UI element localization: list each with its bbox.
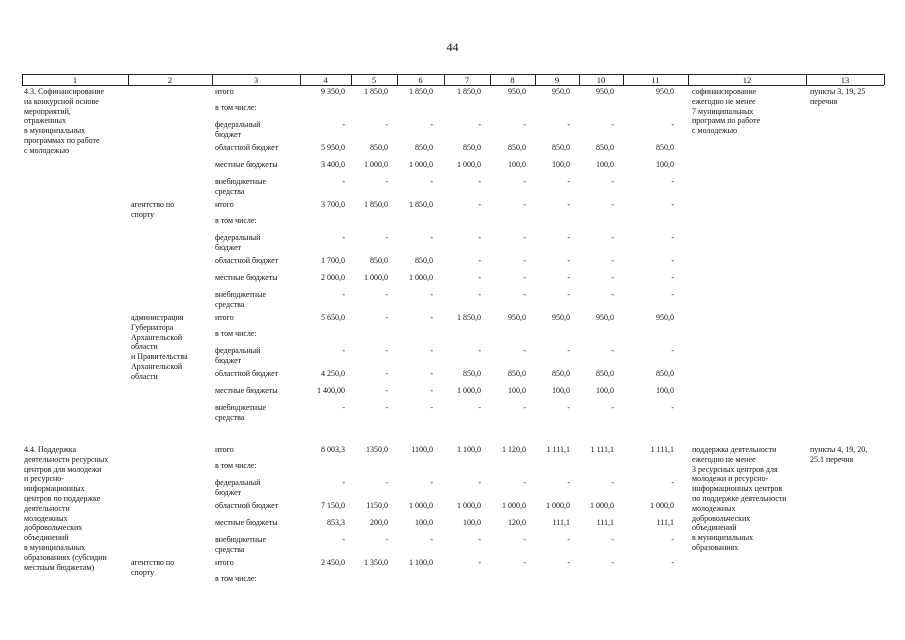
value-cell: -	[671, 200, 674, 209]
value-cell: -	[430, 233, 433, 242]
header-cell-10: 10	[596, 75, 606, 85]
value-cell: -	[478, 535, 481, 544]
value-cell: -	[430, 120, 433, 129]
value-cell: 850,0	[508, 143, 526, 152]
value-cell: 850,0	[415, 143, 433, 152]
value-cell: -	[430, 177, 433, 186]
row-label: областной бюджет	[215, 256, 279, 265]
row-label: областной бюджет	[215, 143, 279, 152]
value-cell: 1 000,0	[364, 273, 388, 282]
row-label: внебюджетные средства	[215, 290, 266, 309]
row-label: итого	[215, 313, 234, 322]
value-cell: -	[385, 369, 388, 378]
value-cell: -	[671, 177, 674, 186]
value-cell: -	[523, 558, 526, 567]
value-cell: 1 000,0	[457, 386, 481, 395]
value-cell: -	[567, 403, 570, 412]
value-cell: 1 000,0	[457, 501, 481, 510]
value-cell: -	[523, 403, 526, 412]
value-cell: 1 850,0	[457, 313, 481, 322]
value-cell: 1 111,1	[650, 445, 674, 454]
value-cell: -	[567, 346, 570, 355]
value-cell: 850,0	[370, 143, 388, 152]
value-cell: 1 700,0	[321, 256, 345, 265]
row-label: итого	[215, 445, 234, 454]
value-cell: -	[671, 403, 674, 412]
value-cell: 850,0	[596, 369, 614, 378]
value-cell: 850,0	[370, 256, 388, 265]
value-cell: 1350,0	[366, 445, 388, 454]
row-label: федеральный бюджет	[215, 346, 261, 365]
value-cell: -	[478, 256, 481, 265]
header-cell-5: 5	[371, 75, 377, 85]
value-cell: -	[385, 290, 388, 299]
value-cell: 1 111,1	[546, 445, 570, 454]
value-cell: -	[671, 256, 674, 265]
row-label: местные бюджеты	[215, 273, 278, 282]
value-cell: -	[385, 478, 388, 487]
value-cell: 950,0	[508, 87, 526, 96]
value-cell: -	[430, 535, 433, 544]
value-cell: -	[567, 177, 570, 186]
value-cell: -	[523, 290, 526, 299]
value-cell: -	[523, 478, 526, 487]
value-cell: -	[611, 346, 614, 355]
section-title: 4.4. Поддержка деятельности ресурсных центров для молодежи и ресурсно- информационных центров по поддержке деятельности молодежных добровольческих объединений в муниципальных образованиях (субсидии местным бюджетам)	[24, 445, 109, 572]
value-cell: -	[342, 346, 345, 355]
value-cell: 100,0	[656, 386, 674, 395]
value-cell: -	[567, 535, 570, 544]
value-cell: -	[671, 120, 674, 129]
row-label: итого	[215, 200, 234, 209]
value-cell: -	[385, 177, 388, 186]
row-label: местные бюджеты	[215, 518, 278, 527]
value-cell: -	[671, 558, 674, 567]
row-label: итого	[215, 558, 234, 567]
value-cell: -	[523, 200, 526, 209]
executor-name: администрация Губернатора Архангельской области и Правительства Архангельской области	[131, 313, 188, 381]
header-cell-11: 11	[651, 75, 660, 85]
row-label: в том числе:	[215, 574, 257, 583]
value-cell: -	[478, 346, 481, 355]
header-cell-1: 1	[72, 75, 78, 85]
executor-name: агентство по спорту	[131, 558, 175, 577]
value-cell: -	[430, 313, 433, 322]
value-cell: -	[385, 386, 388, 395]
value-cell: -	[342, 403, 345, 412]
value-cell: -	[671, 290, 674, 299]
value-cell: -	[430, 386, 433, 395]
value-cell: -	[385, 535, 388, 544]
value-cell: -	[385, 346, 388, 355]
value-cell: 1 000,0	[409, 501, 433, 510]
value-cell: 950,0	[596, 87, 614, 96]
value-cell: -	[478, 273, 481, 282]
reference-note: пункты 4, 19, 20, 25.1 перечня	[810, 445, 868, 464]
value-cell: -	[430, 403, 433, 412]
value-cell: 1 100,0	[457, 445, 481, 454]
value-cell: -	[430, 369, 433, 378]
value-cell: -	[523, 535, 526, 544]
value-cell: -	[671, 273, 674, 282]
value-cell: -	[478, 403, 481, 412]
value-cell: 100,0	[552, 160, 570, 169]
value-cell: 1 850,0	[457, 87, 481, 96]
expected-result: поддержка деятельности ежегодно не менее 3 ресурсных центров для молодежи и ресурсно- информационных центров по поддержке деятельности молодежных добровольческих объединений в муниципальных образованиях	[692, 445, 787, 552]
value-cell: -	[342, 290, 345, 299]
row-label: местные бюджеты	[215, 160, 278, 169]
value-cell: 100,0	[508, 386, 526, 395]
value-cell: -	[671, 478, 674, 487]
reference-note: пункты 3, 19, 25 перечня	[810, 87, 866, 106]
header-cell-3: 3	[253, 75, 259, 85]
row-label: местные бюджеты	[215, 386, 278, 395]
value-cell: -	[385, 233, 388, 242]
value-cell: 850,0	[508, 369, 526, 378]
value-cell: 1 000,0	[409, 273, 433, 282]
value-cell: 111,1	[552, 518, 570, 527]
value-cell: -	[611, 200, 614, 209]
value-cell: 1100,0	[411, 445, 433, 454]
value-cell: -	[478, 478, 481, 487]
value-cell: -	[671, 535, 674, 544]
value-cell: 1 000,0	[364, 160, 388, 169]
value-cell: 950,0	[596, 313, 614, 322]
value-cell: 100,0	[656, 160, 674, 169]
value-cell: -	[430, 290, 433, 299]
value-cell: 100,0	[596, 160, 614, 169]
value-cell: -	[567, 478, 570, 487]
value-cell: -	[611, 273, 614, 282]
row-label: внебюджетные средства	[215, 535, 266, 554]
row-label: в том числе:	[215, 461, 257, 470]
value-cell: 1 850,0	[364, 87, 388, 96]
value-cell: -	[567, 200, 570, 209]
value-cell: -	[385, 313, 388, 322]
value-cell: 850,0	[552, 143, 570, 152]
header-cell-13: 13	[840, 75, 850, 85]
row-label: федеральный бюджет	[215, 233, 261, 252]
value-cell: 1 100,0	[409, 558, 433, 567]
header-bottom-border	[22, 85, 884, 86]
value-cell: 850,0	[415, 256, 433, 265]
value-cell: -	[523, 120, 526, 129]
value-cell: 850,0	[656, 143, 674, 152]
value-cell: 1 000,0	[457, 160, 481, 169]
header-column-divider	[884, 74, 885, 85]
value-cell: -	[430, 346, 433, 355]
value-cell: 7 150,0	[321, 501, 345, 510]
header-cell-8: 8	[510, 75, 515, 85]
value-cell: -	[385, 403, 388, 412]
value-cell: 1 350,0	[364, 558, 388, 567]
value-cell: 5 650,0	[321, 313, 345, 322]
value-cell: -	[478, 120, 481, 129]
executor-name: агентство по спорту	[131, 200, 175, 219]
value-cell: -	[523, 233, 526, 242]
value-cell: 1 000,0	[502, 501, 526, 510]
value-cell: -	[567, 558, 570, 567]
value-cell: -	[567, 256, 570, 265]
value-cell: -	[567, 273, 570, 282]
value-cell: 200,0	[370, 518, 388, 527]
value-cell: 100,0	[596, 386, 614, 395]
value-cell: 1 000,0	[409, 160, 433, 169]
value-cell: -	[342, 233, 345, 242]
value-cell: 100,0	[463, 518, 481, 527]
value-cell: -	[523, 177, 526, 186]
value-cell: 1 400,00	[317, 386, 345, 395]
value-cell: 1 850,0	[364, 200, 388, 209]
value-cell: 1 111,1	[590, 445, 614, 454]
value-cell: 100,0	[552, 386, 570, 395]
value-cell: 4 250,0	[321, 369, 345, 378]
row-label: в том числе:	[215, 329, 257, 338]
value-cell: -	[671, 233, 674, 242]
value-cell: 100,0	[415, 518, 433, 527]
value-cell: -	[342, 535, 345, 544]
value-cell: -	[611, 290, 614, 299]
row-label: в том числе:	[215, 103, 257, 112]
value-cell: -	[478, 290, 481, 299]
value-cell: 1150,0	[366, 501, 388, 510]
header-cell-2: 2	[167, 75, 173, 85]
row-label: областной бюджет	[215, 501, 279, 510]
header-cell-4: 4	[323, 75, 328, 85]
value-cell: -	[385, 120, 388, 129]
value-cell: 950,0	[508, 313, 526, 322]
header-cell-6: 6	[418, 75, 423, 85]
header-cell-7: 7	[464, 75, 470, 85]
row-label: внебюджетные средства	[215, 403, 266, 422]
value-cell: 120,0	[508, 518, 526, 527]
row-label: федеральный бюджет	[215, 120, 261, 139]
value-cell: -	[478, 177, 481, 186]
expected-result: софинансирование ежегодно не менее 7 муниципальных программ по работе с молодежью	[692, 87, 761, 136]
value-cell: 1 850,0	[409, 87, 433, 96]
value-cell: -	[611, 535, 614, 544]
value-cell: -	[523, 256, 526, 265]
row-label: федеральный бюджет	[215, 478, 261, 497]
header-cell-9: 9	[554, 75, 560, 85]
value-cell: -	[478, 200, 481, 209]
value-cell: 5 950,0	[321, 143, 345, 152]
value-cell: -	[478, 233, 481, 242]
value-cell: 950,0	[552, 87, 570, 96]
value-cell: 850,0	[596, 143, 614, 152]
value-cell: 111,1	[656, 518, 674, 527]
value-cell: -	[611, 177, 614, 186]
value-cell: -	[611, 233, 614, 242]
value-cell: -	[611, 478, 614, 487]
value-cell: 950,0	[656, 313, 674, 322]
value-cell: 1 000,0	[546, 501, 570, 510]
value-cell: 3 400,0	[321, 160, 345, 169]
value-cell: -	[611, 403, 614, 412]
value-cell: -	[523, 346, 526, 355]
value-cell: -	[342, 120, 345, 129]
value-cell: 2 000,0	[321, 273, 345, 282]
value-cell: 2 450,0	[321, 558, 345, 567]
value-cell: -	[342, 478, 345, 487]
value-cell: 950,0	[656, 87, 674, 96]
value-cell: 850,0	[656, 369, 674, 378]
value-cell: 1 000,0	[590, 501, 614, 510]
value-cell: 111,1	[596, 518, 614, 527]
value-cell: 100,0	[508, 160, 526, 169]
value-cell: 950,0	[552, 313, 570, 322]
page-number: 44	[446, 40, 459, 54]
value-cell: 3 700,0	[321, 200, 345, 209]
value-cell: 1 120,0	[502, 445, 526, 454]
value-cell: -	[523, 273, 526, 282]
value-cell: -	[567, 120, 570, 129]
header-cell-12: 12	[742, 75, 752, 85]
value-cell: 9 350,0	[321, 87, 345, 96]
row-label: итого	[215, 87, 234, 96]
value-cell: -	[478, 558, 481, 567]
section-title: 4.3. Софинансирование на конкурсной основе мероприятий, отраженных в муниципальных программах по работе с молодежью	[24, 87, 105, 155]
value-cell: 8 003,3	[321, 445, 345, 454]
value-cell: 1 850,0	[409, 200, 433, 209]
value-cell: 850,0	[552, 369, 570, 378]
value-cell: 850,0	[463, 369, 481, 378]
value-cell: 1 000,0	[650, 501, 674, 510]
value-cell: -	[671, 346, 674, 355]
value-cell: -	[611, 120, 614, 129]
value-cell: 850,0	[463, 143, 481, 152]
value-cell: -	[567, 290, 570, 299]
row-label: в том числе:	[215, 216, 257, 225]
value-cell: 853,3	[327, 518, 345, 527]
value-cell: -	[430, 478, 433, 487]
value-cell: -	[611, 256, 614, 265]
value-cell: -	[611, 558, 614, 567]
row-label: областной бюджет	[215, 369, 279, 378]
row-label: внебюджетные средства	[215, 177, 266, 196]
value-cell: -	[342, 177, 345, 186]
value-cell: -	[567, 233, 570, 242]
